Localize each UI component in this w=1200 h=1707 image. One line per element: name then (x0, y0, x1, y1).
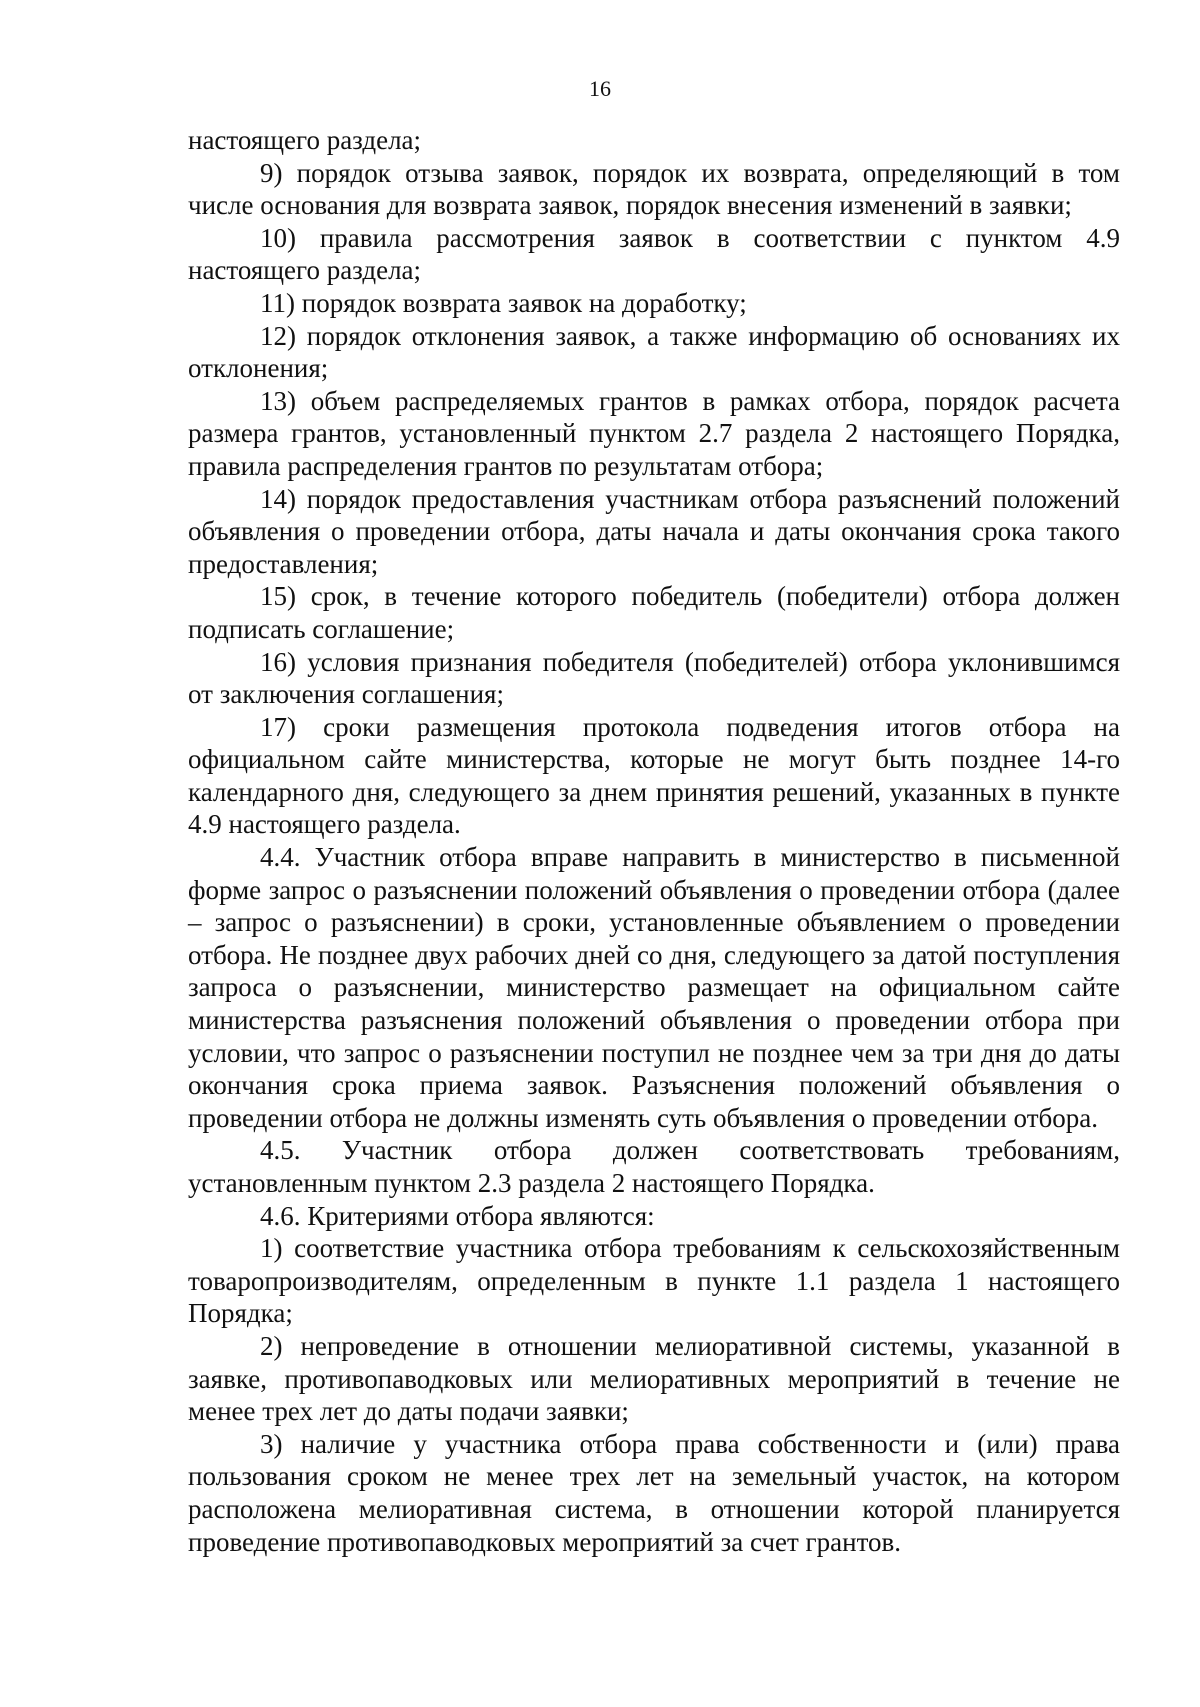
paragraph-item-17: 17) сроки размещения протокола подведения итогов отбора на официальном сайте министерства, которые не могут быть позднее 14-го календарного дня, следующего за днем принятия решений, указанных в пункте 4.9 настоящего раздела. (188, 711, 1120, 840)
paragraph-criterion-2: 2) непроведение в отношении мелиоративной системы, указанной в заявке, противопаводковых или мелиоративных мероприятий в течение не менее трех лет до даты подачи заявки; (188, 1330, 1120, 1427)
paragraph-item-16: 16) условия признания победителя (победителей) отбора уклонившимся от заключения соглашения; (188, 646, 1120, 710)
paragraph-section-4-6: 4.6. Критериями отбора являются: (260, 1200, 655, 1231)
paragraph-item-11: 11) порядок возврата заявок на доработку; (260, 287, 747, 318)
paragraph-section-4-5: 4.5. Участник отбора должен соответствовать требованиям, установленным пунктом 2.3 раздела 2 настоящего Порядка. (188, 1135, 1120, 1198)
page-number: 16 (589, 76, 611, 101)
paragraph-criterion-1: 1) соответствие участника отбора требованиям к сельскохозяйственным товаропроизводителям, определенным в пункте 1.1 раздела 1 настоящего Порядка; (188, 1233, 1120, 1329)
paragraph-item-13: 13) объем распределяемых грантов в рамках отбора, порядок расчета размера грантов, установленный пунктом 2.7 раздела 2 настоящего Порядка, правила распределения грантов по результатам отбора; (188, 385, 1120, 481)
document-body (188, 124, 1120, 1558)
paragraph-item-9: 9) порядок отзыва заявок, порядок их возврата, определяющий в том числе основания для возврата заявок, порядок внесения изменений в заявки; (188, 157, 1120, 221)
paragraph-item-15: 15) срок, в течение которого победитель (победители) отбора должен подписать соглашение; (188, 581, 1120, 644)
paragraph-item-12: 12) порядок отклонения заявок, а также информацию об основаниях их отклонения; (188, 320, 1120, 384)
paragraph-item-14: 14) порядок предоставления участникам отбора разъяснений положений объявления о проведении отбора, даты начала и даты окончания срока такого предоставления; (188, 483, 1120, 579)
paragraph-criterion-3: 3) наличие у участника отбора права собственности и (или) права пользования сроком не менее трех лет на земельный участок, на котором расположена мелиоративная система, в отношении которой планируется проведение противопаводковых мероприятий за счет грантов. (188, 1428, 1120, 1557)
paragraph-continuation: настоящего раздела; (188, 125, 422, 155)
paragraph-section-4-4: 4.4. Участник отбора вправе направить в министерство в письменной форме запрос о разъяснении положений объявления о проведении отбора (далее – запрос о разъяснении) в сроки, установленные объявлением о проведении отбора. Не позднее двух рабочих дней со дня, следующего за датой поступления запроса о разъяснении, министерство размещает на официальном сайте министерства разъяснения положений объявления о проведении отбора при условии, что запрос о разъяснении поступил не позднее чем за три дня до даты окончания срока приема заявок. Разъяснения положений объявления о проведении отбора не должны изменять суть объявления о проведении отбора. (188, 842, 1120, 1133)
paragraph-item-10: 10) правила рассмотрения заявок в соответствии с пунктом 4.9 настоящего раздела; (188, 222, 1120, 286)
